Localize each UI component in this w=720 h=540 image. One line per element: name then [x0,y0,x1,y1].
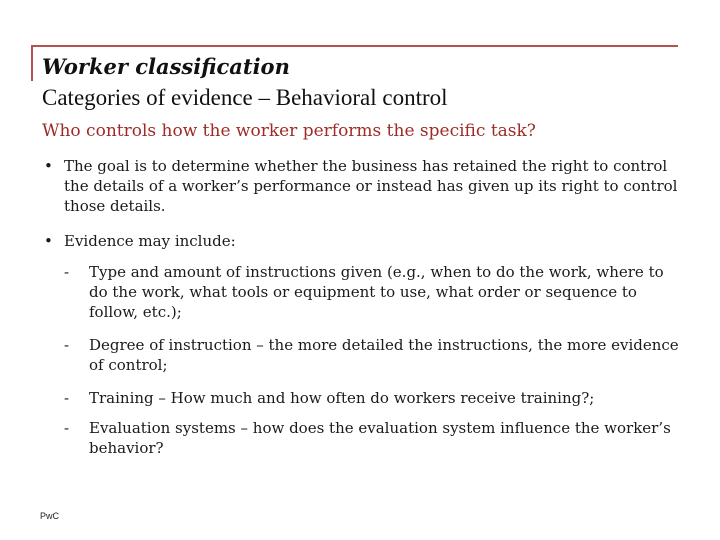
sub-item-text: Degree of instruction – the more detailed the instructions, the more evidence of control; [89,336,679,374]
bullet-text: The goal is to determine whether the business has retained the right to control the details of a worker’s performance or instead has given up its right to control those details. [64,157,678,215]
sub-list-item [64,335,679,375]
bullet-item [44,231,684,251]
title-frame-left-rule [31,45,33,81]
sub-list-item [64,262,679,322]
dash-marker: - [64,336,70,354]
slide-subtitle: Categories of evidence – Behavioral control [42,85,448,110]
sub-item-text: Type and amount of instructions given (e.g., when to do the work, where to do the work, what tools or equipment to use, what order or sequence to follow, etc.); [89,263,664,321]
sub-list-item [64,418,679,458]
title-frame-top-rule [31,45,678,47]
footer-brand: PwC [40,511,60,521]
bullet-marker: • [44,232,53,250]
bullet-text: Evidence may include: [64,232,236,250]
sub-item-text: Training – How much and how often do workers receive training?; [89,389,595,407]
slide-title: Worker classification [42,54,290,79]
dash-marker: - [64,389,70,407]
sub-item-text: Evaluation systems – how does the evaluation system influence the worker’s behavior? [89,419,671,457]
section-question: Who controls how the worker performs the specific task? [42,121,536,141]
bullet-item [44,156,684,216]
dash-marker: - [64,263,70,281]
dash-marker: - [64,419,70,437]
bullet-marker: • [44,157,53,175]
sub-list-item [64,388,679,408]
